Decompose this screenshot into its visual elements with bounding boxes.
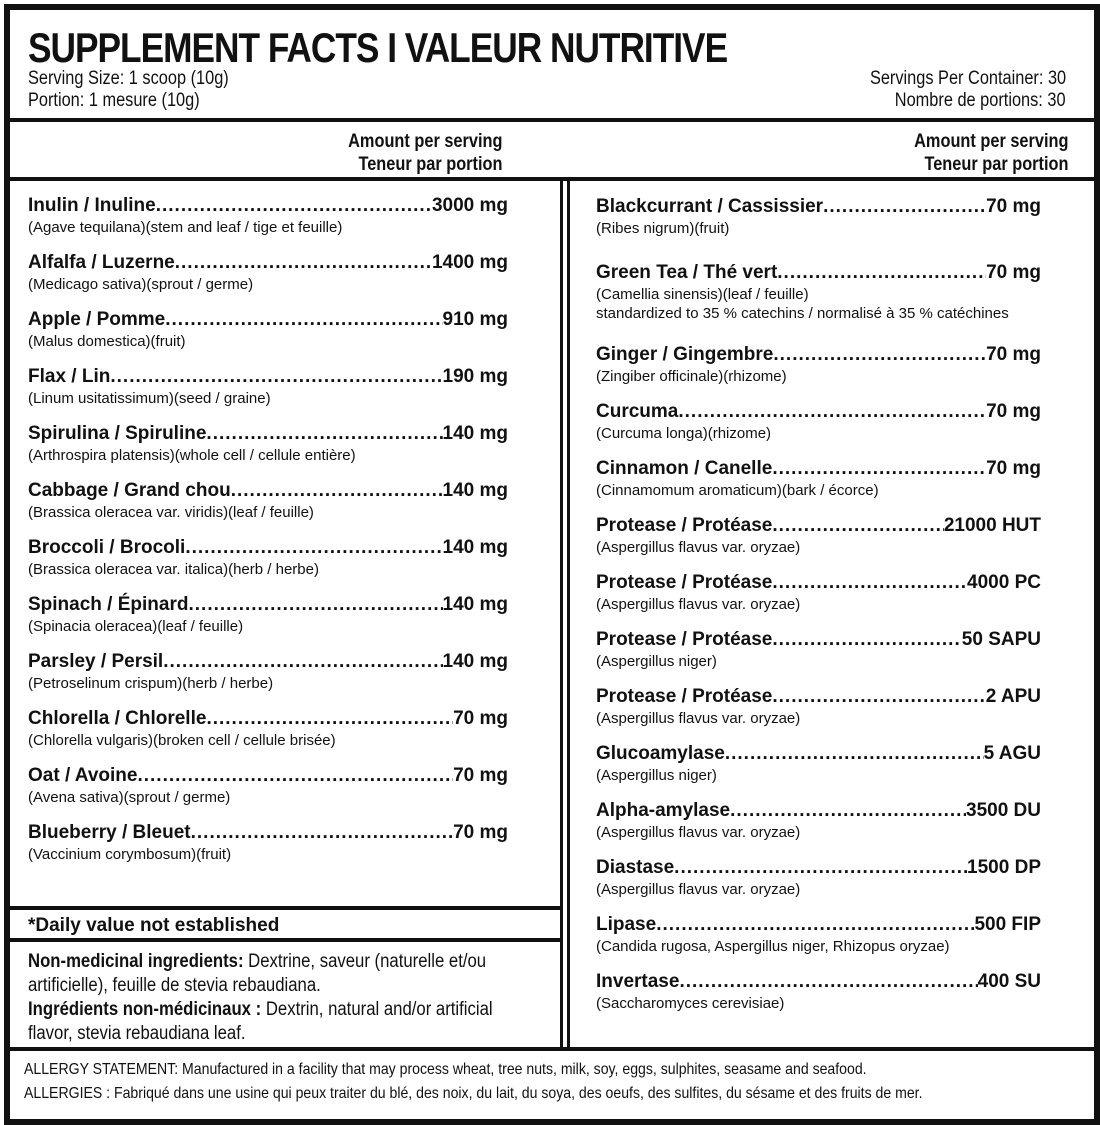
ingredient-source: (Vaccinium corymbosum)(fruit) bbox=[28, 846, 232, 863]
ingredient-source: (Aspergillus flavus var. oryzae) bbox=[596, 539, 801, 556]
daily-value-note: *Daily value not established bbox=[28, 915, 280, 936]
dot-leader bbox=[730, 800, 966, 822]
dot-leader bbox=[772, 458, 986, 480]
non-medicinal-label-fr: Ingrédients non-médicinaux : bbox=[28, 999, 262, 1020]
ingredient-item bbox=[596, 196, 1094, 237]
ingredient-item bbox=[596, 262, 1094, 322]
ingredient-amount: 140 mg bbox=[442, 480, 508, 501]
ingredient-item bbox=[596, 344, 1094, 385]
ingredient-item bbox=[28, 423, 560, 464]
ingredient-amount: 70 mg bbox=[986, 196, 1041, 217]
dot-leader bbox=[725, 743, 984, 765]
ingredient-name: Invertase bbox=[596, 971, 680, 992]
dot-leader bbox=[137, 765, 453, 787]
ingredient-row bbox=[596, 262, 1041, 284]
ingredient-name: Green Tea / Thé vert bbox=[596, 262, 778, 283]
ingredient-amount: 4000 PC bbox=[967, 572, 1041, 593]
ingredient-row bbox=[596, 629, 1041, 651]
dot-leader bbox=[679, 971, 977, 993]
ingredient-amount: 140 mg bbox=[442, 651, 508, 672]
ingredient-item bbox=[596, 515, 1094, 556]
dot-leader bbox=[175, 252, 432, 274]
ingredient-row bbox=[596, 857, 1041, 879]
ingredient-item bbox=[28, 765, 560, 806]
ingredient-row bbox=[28, 537, 508, 559]
ingredient-item bbox=[596, 686, 1094, 727]
ingredient-amount: 1500 DP bbox=[967, 857, 1041, 878]
ingredient-item bbox=[28, 822, 560, 863]
ingredient-standardization: standardized to 35 % catechins / normalisé à 35 % catéchines bbox=[596, 305, 1009, 322]
dot-leader bbox=[777, 262, 986, 284]
ingredient-amount: 3000 mg bbox=[431, 195, 508, 216]
ingredient-row bbox=[596, 458, 1041, 480]
ingredient-amount: 70 mg bbox=[453, 822, 508, 843]
ingredient-row bbox=[28, 366, 508, 388]
dot-leader bbox=[163, 651, 442, 673]
ingredient-row bbox=[596, 401, 1041, 423]
ingredient-name: Glucoamylase bbox=[596, 743, 725, 764]
ingredient-name: Alpha-amylase bbox=[596, 800, 731, 821]
non-medicinal-ingredients bbox=[28, 950, 521, 1046]
ingredient-amount: 21000 HUT bbox=[943, 515, 1041, 536]
ingredient-item bbox=[596, 458, 1094, 499]
ingredient-row bbox=[596, 743, 1041, 765]
ingredient-row bbox=[28, 480, 508, 502]
ingredient-name: Oat / Avoine bbox=[28, 765, 138, 786]
ingredient-source: (Linum usitatissimum)(seed / graine) bbox=[28, 390, 271, 407]
ingredient-name: Alfalfa / Luzerne bbox=[28, 252, 175, 273]
ingredient-name: Spinach / Épinard bbox=[28, 594, 189, 615]
ingredient-amount: 140 mg bbox=[442, 594, 508, 615]
ingredient-source: (Spinacia oleracea)(leaf / feuille) bbox=[28, 618, 244, 635]
allergy-line-en: ALLERGY STATEMENT: Manufactured in a facility that may process wheat, tree nuts, milk, soy, eggs, sulphites, seasame and seafood. bbox=[24, 1061, 867, 1078]
ingredient-item bbox=[28, 651, 560, 692]
ingredient-name: Broccoli / Brocoli bbox=[28, 537, 186, 558]
ingredient-row bbox=[596, 686, 1041, 708]
ingredient-item bbox=[28, 480, 560, 521]
ingredient-source: (Zingiber officinale)(rhizome) bbox=[596, 368, 787, 385]
ingredient-row bbox=[28, 765, 508, 787]
portion: Portion: 1 mesure (10g) bbox=[28, 90, 200, 111]
ingredient-source: (Petroselinum crispum)(herb / herbe) bbox=[28, 675, 274, 692]
ingredient-source: (Aspergillus niger) bbox=[596, 767, 717, 784]
ingredient-row bbox=[28, 594, 508, 616]
amount-header-line1: Amount per serving bbox=[347, 131, 502, 152]
ingredient-source: (Aspergillus flavus var. oryzae) bbox=[596, 881, 801, 898]
ingredient-name: Protease / Protéase bbox=[596, 572, 773, 593]
ingredient-row bbox=[596, 515, 1041, 537]
ingredient-name: Curcuma bbox=[596, 401, 679, 422]
ingredient-row bbox=[28, 708, 508, 730]
ingredient-item bbox=[28, 309, 560, 350]
ingredient-source: (Saccharomyces cerevisiae) bbox=[596, 995, 785, 1012]
ingredient-source: (Aspergillus flavus var. oryzae) bbox=[596, 596, 801, 613]
ingredient-source: (Candida rugosa, Aspergillus niger, Rhizopus oryzae) bbox=[596, 938, 950, 955]
ingredient-source: (Camellia sinensis)(leaf / feuille) bbox=[596, 286, 809, 303]
ingredient-item bbox=[28, 708, 560, 749]
facts-header bbox=[10, 10, 1094, 122]
ingredient-item bbox=[596, 743, 1094, 784]
daily-value-box bbox=[10, 906, 560, 942]
ingredient-source: (Medicago sativa)(sprout / germe) bbox=[28, 276, 254, 293]
dot-leader bbox=[772, 515, 943, 537]
ingredient-row bbox=[28, 822, 508, 844]
ingredient-amount: 500 FIP bbox=[974, 914, 1041, 935]
ingredient-row bbox=[596, 800, 1041, 822]
ingredient-item bbox=[596, 572, 1094, 613]
column-divider bbox=[560, 181, 570, 1047]
panel-title: SUPPLEMENT FACTS I VALEUR NUTRITIVE bbox=[28, 24, 728, 71]
ingredient-item bbox=[596, 971, 1094, 1012]
ingredient-amount: 190 mg bbox=[442, 366, 508, 387]
supplement-facts-panel bbox=[4, 4, 1100, 1125]
ingredient-item bbox=[596, 629, 1094, 670]
ingredient-source: (Aspergillus niger) bbox=[596, 653, 717, 670]
ingredient-row bbox=[596, 914, 1041, 936]
ingredient-name: Ginger / Gingembre bbox=[596, 344, 774, 365]
ingredient-item bbox=[28, 594, 560, 635]
ingredient-name: Chlorella / Chlorelle bbox=[28, 708, 207, 729]
ingredient-source: (Malus domestica)(fruit) bbox=[28, 333, 186, 350]
ingredient-row bbox=[28, 651, 508, 673]
ingredient-name: Blackcurrant / Cassissier bbox=[596, 196, 824, 217]
ingredient-item bbox=[28, 366, 560, 407]
ingredient-row bbox=[28, 423, 508, 445]
amount-per-serving-left bbox=[348, 130, 502, 176]
ingredient-amount: 140 mg bbox=[442, 423, 508, 444]
ingredient-amount: 70 mg bbox=[986, 344, 1041, 365]
ingredient-item bbox=[596, 857, 1094, 898]
ingredient-row bbox=[28, 195, 508, 217]
ingredient-source: (Brassica oleracea var. viridis)(leaf / feuille) bbox=[28, 504, 314, 521]
ingredient-name: Parsley / Persil bbox=[28, 651, 164, 672]
dot-leader bbox=[823, 196, 986, 218]
ingredient-source: (Brassica oleracea var. italica)(herb / herbe) bbox=[28, 561, 319, 578]
dot-leader bbox=[773, 344, 986, 366]
ingredient-amount: 70 mg bbox=[453, 765, 508, 786]
ingredient-amount: 70 mg bbox=[986, 262, 1041, 283]
ingredient-name: Protease / Protéase bbox=[596, 686, 773, 707]
ingredient-row bbox=[28, 309, 508, 331]
ingredient-amount: 70 mg bbox=[986, 401, 1041, 422]
allergy-statement bbox=[10, 1047, 1094, 1119]
ingredient-name: Spirulina / Spiruline bbox=[28, 423, 207, 444]
ingredient-amount: 5 AGU bbox=[983, 743, 1041, 764]
dot-leader bbox=[156, 195, 432, 217]
dot-leader bbox=[191, 822, 453, 844]
dot-leader bbox=[185, 537, 442, 559]
non-medicinal-text-fr: Dextrin, natural and/or artificial flavor, stevia rebaudiana leaf. bbox=[28, 999, 493, 1044]
dot-leader bbox=[772, 572, 967, 594]
header-divider bbox=[10, 177, 1094, 181]
dot-leader bbox=[678, 401, 986, 423]
ingredient-source: (Cinnamomum aromaticum)(bark / écorce) bbox=[596, 482, 879, 499]
ingredient-item bbox=[596, 401, 1094, 442]
dot-leader bbox=[188, 594, 442, 616]
ingredient-amount: 70 mg bbox=[453, 708, 508, 729]
dot-leader bbox=[772, 629, 961, 651]
ingredient-name: Protease / Protéase bbox=[596, 515, 773, 536]
dot-leader bbox=[231, 480, 443, 502]
ingredient-amount: 70 mg bbox=[986, 458, 1041, 479]
dot-leader bbox=[674, 857, 967, 879]
ingredient-name: Flax / Lin bbox=[28, 366, 111, 387]
amount-header-line2: Teneur par portion bbox=[923, 154, 1068, 175]
ingredient-source: (Arthrospira platensis)(whole cell / cellule entière) bbox=[28, 447, 356, 464]
servings-per-container: Servings Per Container: 30 bbox=[869, 68, 1066, 89]
nombre-de-portions: Nombre de portions: 30 bbox=[895, 90, 1066, 111]
ingredient-row bbox=[596, 344, 1041, 366]
ingredient-item bbox=[28, 537, 560, 578]
ingredient-amount: 2 APU bbox=[985, 686, 1041, 707]
amount-header-line1: Amount per serving bbox=[913, 131, 1068, 152]
non-medicinal-label-en: Non-medicinal ingredients: bbox=[28, 951, 244, 972]
ingredient-source: (Aspergillus flavus var. oryzae) bbox=[596, 710, 801, 727]
dot-leader bbox=[656, 914, 974, 936]
serving-size: Serving Size: 1 scoop (10g) bbox=[28, 68, 229, 89]
ingredient-name: Cinnamon / Canelle bbox=[596, 458, 773, 479]
ingredient-item bbox=[28, 252, 560, 293]
dot-leader bbox=[110, 366, 442, 388]
ingredient-source: (Avena sativa)(sprout / germe) bbox=[28, 789, 231, 806]
ingredient-row bbox=[596, 971, 1041, 993]
dot-leader bbox=[206, 708, 453, 730]
ingredient-item bbox=[28, 195, 560, 236]
ingredient-item bbox=[596, 800, 1094, 841]
ingredient-item bbox=[596, 914, 1094, 955]
ingredient-row bbox=[596, 572, 1041, 594]
ingredient-source: (Agave tequilana)(stem and leaf / tige et feuille) bbox=[28, 219, 343, 236]
ingredient-row bbox=[596, 196, 1041, 218]
ingredient-name: Cabbage / Grand chou bbox=[28, 480, 231, 501]
ingredient-amount: 1400 mg bbox=[431, 252, 508, 273]
amount-per-serving-right bbox=[914, 130, 1068, 176]
ingredient-amount: 140 mg bbox=[442, 537, 508, 558]
dot-leader bbox=[206, 423, 442, 445]
ingredient-name: Protease / Protéase bbox=[596, 629, 773, 650]
ingredient-amount: 50 SAPU bbox=[961, 629, 1041, 650]
ingredient-row bbox=[28, 252, 508, 274]
ingredient-source: (Chlorella vulgaris)(broken cell / cellule brisée) bbox=[28, 732, 336, 749]
ingredient-source: (Curcuma longa)(rhizome) bbox=[596, 425, 772, 442]
ingredient-source: (Aspergillus flavus var. oryzae) bbox=[596, 824, 801, 841]
dot-leader bbox=[165, 309, 442, 331]
ingredient-source: (Ribes nigrum)(fruit) bbox=[596, 220, 730, 237]
dot-leader bbox=[772, 686, 985, 708]
ingredient-name: Blueberry / Bleuet bbox=[28, 822, 191, 843]
allergy-line-fr: ALLERGIES : Fabriqué dans une usine qui peux traiter du blé, des noix, du lait, du soya, des oeufs, des sulfites, du sésame et des fruits de mer. bbox=[24, 1085, 923, 1102]
ingredient-name: Lipase bbox=[596, 914, 657, 935]
amount-header-line2: Teneur par portion bbox=[357, 154, 502, 175]
ingredient-amount: 3500 DU bbox=[966, 800, 1041, 821]
ingredient-name: Diastase bbox=[596, 857, 675, 878]
ingredient-amount: 910 mg bbox=[442, 309, 508, 330]
non-medicinal-text-en: Dextrine, saveur (naturelle et/ou artificielle), feuille de stevia rebaudiana. bbox=[28, 951, 487, 996]
ingredient-name: Inulin / Inuline bbox=[28, 195, 156, 216]
ingredient-name: Apple / Pomme bbox=[28, 309, 166, 330]
ingredient-amount: 400 SU bbox=[977, 971, 1041, 992]
